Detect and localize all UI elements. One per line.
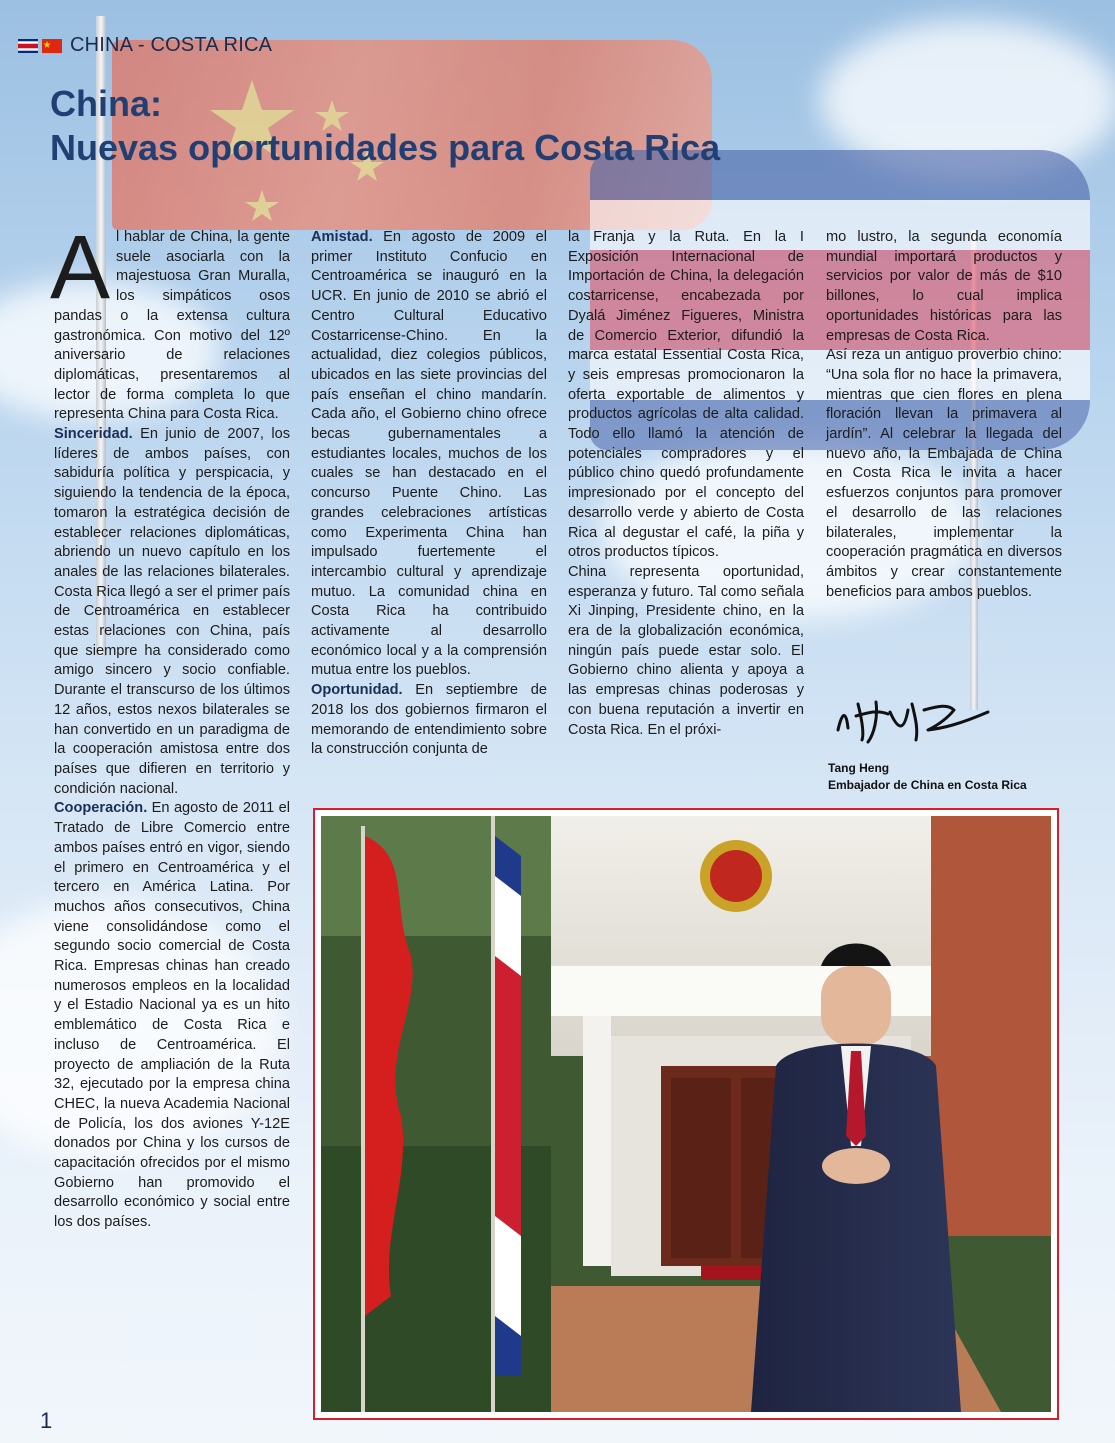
section-label: CHINA - COSTA RICA (70, 34, 273, 56)
col3-paragraph-2: China representa oportunidad, esperanza y futuro. Tal como señala Xi Jinping, Presidente chino, en la era de la globalización económica, ningún país puede estar solo. El Gobierno chino alienta y apoya a las empresas chinas poderosas y con buena reputación a invertir en Costa Rica. En el próxi- (568, 563, 804, 738)
costa-rica-flag-icon (18, 39, 38, 53)
oportunidad-paragraph (311, 681, 547, 760)
amistad-heading: Amistad. (311, 229, 373, 245)
china-flag-icon (42, 39, 62, 53)
amistad-text: En agosto de 2009 el primer Instituto Confucio en Centroamérica se inauguró en la UCR. En junio de 2010 se abrió el Centro Cultural Educativo Costarricense-Chino. En la actualidad, diez colegios públicos, ubicados en las siete provincias del país enseñan el chino mandarín. Cada año, el Gobierno chino ofrece becas gubernamentales a estudiantes locales, muchos de los cuales se han destacado en el concurso Puente Chino. Las grandes celebraciones artísticas como Experimenta China han impulsado fuertemente el intercambio cultural y aprendizaje mutuo. La comunidad china en Costa Rica ha contribuido activamente al desarrollo económico local y a la comprensión mutua entre los pueblos. (311, 229, 547, 679)
col4-paragraph-1: mo lustro, la segunda economía mundial importará productos y servicios por valor de más de $10 billones, lo cual implica oportunidades históricas para las empresas de Costa Rica. (826, 229, 1062, 344)
oportunidad-heading: Oportunidad. (311, 682, 403, 699)
intro-text: l hablar de China, la gente suele asociarla con la majestuosa Gran Muralla, los simpáticos osos pandas o la extensa cultura gastronómica. Con motivo del 12º aniversario de relaciones diplomáticas, presentaremos al lector de forma completa lo que representa China para Costa Rica. (54, 229, 290, 423)
embassy-scene (321, 816, 1051, 1412)
col4-paragraph-2: Así reza un antiguo proverbio chino: “Una sola flor no hace la primavera, mientras que cien flores en plena floración llevan la primavera al jardín”. Al celebrar la llegada del nuevo año, la Embajada de China en Costa Rica le invita a hacer esfuerzos conjuntos para promover el desarrollo de las relaciones bilaterales, implementar la cooperación pragmática en diversos ámbitos y crear constantemente beneficios para ambos pueblos. (826, 347, 1062, 600)
col3-paragraph-1: la Franja y la Ruta. En la I Exposición Internacional de Importación de China, la delegación costarricense, encabezada por Dyalá Jiménez Figueres, Ministra de Comercio Exterior, difundió la marca estatal Essential Costa Rica, y seis empresas promocionaron la oferta exportable de alimentos y productos agrícolas de alta calidad. Todo ello llamó la atención de potenciales compradores y el público chino quedó profundamente impresionado por el concepto del desarrollo verde y abierto de Costa Rica al degustar el café, la piña y otros productos típicos. (568, 229, 804, 561)
amistad-paragraph (311, 228, 547, 681)
sinceridad-heading: Sinceridad. (54, 426, 133, 443)
section-header (18, 34, 272, 57)
article-column-4 (826, 228, 1062, 602)
drop-cap: A (50, 218, 111, 318)
handwritten-signature (828, 690, 998, 746)
title-line-2: Nuevas oportunidades para Costa Rica (50, 127, 721, 168)
article-column-3 (568, 228, 804, 740)
sinceridad-paragraph (54, 425, 290, 799)
article-column-2 (311, 228, 547, 760)
ambassador-at-embassy-photo (321, 816, 1051, 1412)
cooperacion-text: En agosto de 2011 el Tratado de Libre Comercio entre ambos países entró en vigor, siendo el primero en Centroamérica y el tercero en América Latina. Por muchos años consecutivos, China viene consolidándose como el segundo socio comercial de Costa Rica. Empresas chinas han creado numerosos empleos en la localidad y el Estadio Nacional ya es un hito emblemático de Costa Rica e incluso de Centroamérica. El proyecto de ampliación de la Ruta 32, ejecutado por la empresa china CHEC, la nueva Academia Nacional de Policía, los dos aviones Y-12E donados por China y los cursos de capacitación ofrecidos por el mismo Gobierno han promovido el desarrollo económico y social entre los dos países. (54, 800, 290, 1231)
signer-role: Embajador de China en Costa Rica (828, 778, 1027, 792)
title-line-1: China: (50, 83, 162, 124)
signer-name: Tang Heng (828, 761, 890, 775)
oportunidad-text: En septiembre de 2018 los dos gobiernos firmaron el memorando de entendimiento sobre la construcción conjunta de (311, 682, 547, 758)
intro-paragraph (50, 218, 290, 425)
article-column-1 (50, 218, 290, 1233)
cooperacion-heading: Cooperación. (54, 800, 148, 817)
page-title (50, 82, 720, 170)
cooperacion-paragraph (54, 799, 290, 1232)
page-number: 1 (40, 1408, 53, 1433)
sinceridad-text: En junio de 2007, los líderes de ambos países, con sabiduría política y perspicacia, y siguiendo la tendencia de la época, tomaron la estratégica decisión de establecer relaciones diplomáticas, abriendo un nuevo capítulo en los anales de las relaciones bilaterales. Costa Rica llegó a ser el primer país de Centroamérica en establecer estas relaciones con China, país que siempre ha considerado como amigo sincero y socio confiable. Durante el transcurso de los últimos 12 años, estos nexos bilaterales se han convertido en un paradigma de la cooperación amistosa entre dos países que difieren en territorio y condición nacional. (54, 426, 290, 797)
signature-block (828, 760, 1027, 794)
ambassador-photo-frame (313, 808, 1059, 1420)
